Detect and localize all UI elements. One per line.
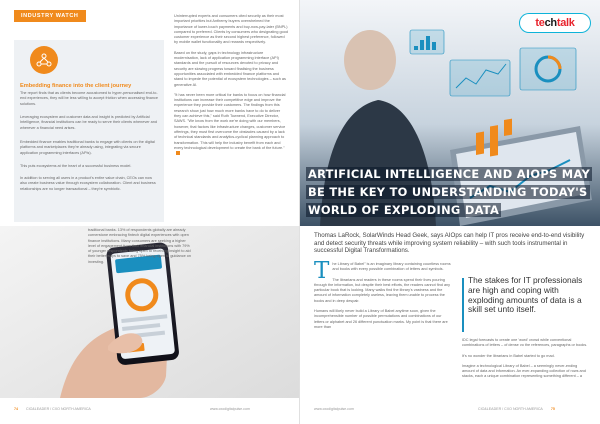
sidebar-paragraph: The report finds that as clients become accustomed to hyper-personalised end-to-end experiences, they will be less willing to accept friction when accessing finance solutions. — [20, 91, 159, 106]
sidebar-paragraph: This puts ecosystems at the heart of a successful business model. — [20, 164, 132, 168]
finance-icon — [30, 46, 58, 74]
section-tag: INDUSTRY WATCH — [14, 10, 86, 22]
sidebar-box — [14, 40, 164, 222]
footer-url[interactable]: www.cxodigitalpulse.com — [314, 407, 354, 411]
footer-url[interactable]: www.cxodigitalpulse.com — [210, 407, 250, 411]
paragraph: Uninterrupted experts and consumers cited security as their most important priorities but Anthemy buyers overwhelmed the importance of lower-touch payments and buy-now-pay-later (BNPL) compared to preferred. Clients by consumers who designating good customer experience as their second highest preference, followed by mobile wallet functionality and rewards respectively. — [174, 14, 288, 45]
sidebar-paragraph: Embedded finance enables traditional banks to engage with clients on the digital platforms and marketplaces they're already using, integrating via secure application programming interfaces (APIs). — [20, 140, 155, 155]
paragraph: It's no wonder the librarians in Babel started to go mad. — [462, 353, 555, 358]
dropcap: T — [314, 258, 330, 284]
headline-text: ARTIFICIAL INTELLIGENCE AND AIOPS MAY BE THE KEY TO UNDERSTANDING TODAY'S WORLD OF EXPLODING DATA — [308, 167, 591, 217]
paragraph: Imagine a technological Library of Babel – a seemingly never-ending amount of data and information. An ever-expanding collection of rows and stacks, each a unique combination representing something different – a — [462, 363, 586, 379]
pull-quote-bar — [462, 278, 464, 332]
pull-quote: The stakes for IT professionals are high and coping with exploding amounts of data is a skill set unto itself. — [468, 275, 583, 315]
article-column-bottom: traditional banks. 13% of respondents globally are already cornerstone embracing fintech digital experiences with open finance institutions. Many consumers are seeking a higher level of engagement from their financial institutions with 79% of younger respondents being open to receiving insight to aid their better ways to save and 75% being open to guidance on investing. — [88, 228, 192, 264]
footer-right — [478, 404, 563, 414]
footer-magazine: CIO&LEADER / CXO NORTH AMERICA — [26, 407, 91, 411]
article-column-1 — [314, 258, 452, 335]
paragraph-text: he Library of Babel" is an imaginary library containing countless rooms and books with every possible combination of letters and symbols. — [332, 262, 451, 272]
logo-text-part: ch — [544, 17, 557, 29]
techtalk-logo — [520, 14, 590, 32]
paragraph: Based on the study, gaps in technology infrastructure modernisation, lack of application programming interface (API) standards and the pursuit of resources devoted to privacy and security are slowing progress toward finalising the business opportunities associated with embedded finance platforms and stand to impede the potential of ecosystem technologies – such as generative AI. — [174, 50, 286, 87]
quote-text: "It has never been more critical for banks to focus on how financial institutions can increase their competitive edge and improve the experience they provide their customers. The findings from this research show just how much more banks have to do to deliver they can achieve this," said Ruth Townend, Executive Director, SAWS. "We know from the work we're doing with our members, however, that factors like infrastructure changes, customer service offerings, they must first overcome the obstacles caused by a lack of technical standards and analytics-cyclical planning approach to transformation. This will help the industry benefit from each and every technological development to create the bank of the future." — [174, 92, 286, 150]
page-number: 74 — [14, 407, 18, 411]
footer-left — [14, 404, 91, 414]
first-paragraph — [314, 258, 452, 284]
article-column-mid — [174, 14, 288, 161]
footer-magazine: CIO&LEADER / CXO NORTH AMERICA — [478, 407, 543, 411]
standfirst: Thomas LaRock, SolarWinds Head Geek, says AIOps can help IT pros receive end-to-end visibility and detect security threats while improving system reliability – with such tools instrumental in successful Digital Transformations. — [314, 232, 585, 255]
sidebar-title: Embedding finance into the client journey — [20, 83, 132, 89]
paragraph: The librarians and readers in these rooms spend their lives pouring through the information, but despite their best efforts, the readers cannot find any particular book that is looking. Many walks find the library's vastness and the amount of information completely useless, leaving them unable to process the books and in deep despair. — [314, 277, 451, 303]
paragraph: IDC legal forecasts to create one 'word' crowd while conventional combinations of letters – of dense vo the references, paragraphs or books. — [462, 338, 588, 348]
logo-text-part: te — [535, 17, 545, 29]
paragraph — [174, 93, 288, 157]
right-page — [300, 0, 600, 424]
page-number: 75 — [550, 407, 555, 411]
paragraph: Humans will likely never build a Library of Babel anytime soon, given the incomprehensible number of possible permutations and combinations of our letters or alphabet and 26 different punctuation marks. My point is that there are more than — [314, 309, 448, 329]
article-column-2 — [462, 338, 590, 385]
sidebar-paragraph: Leveraging ecosystem and customer data and insight is predicted by Artificial Intelligence, financial institutions can be ready to serve their clients whenever and wherever a financial need arises. — [20, 115, 157, 130]
end-mark-icon — [176, 151, 180, 155]
headline — [306, 165, 596, 219]
logo-text-part: talk — [556, 17, 575, 29]
sidebar-paragraph: In addition to serving all users in a product's entire value chain, CEOs can now also create business value through ecosystem collaboration. Client and business relationships are no longer transactional – they're symbiotic. — [20, 176, 156, 191]
